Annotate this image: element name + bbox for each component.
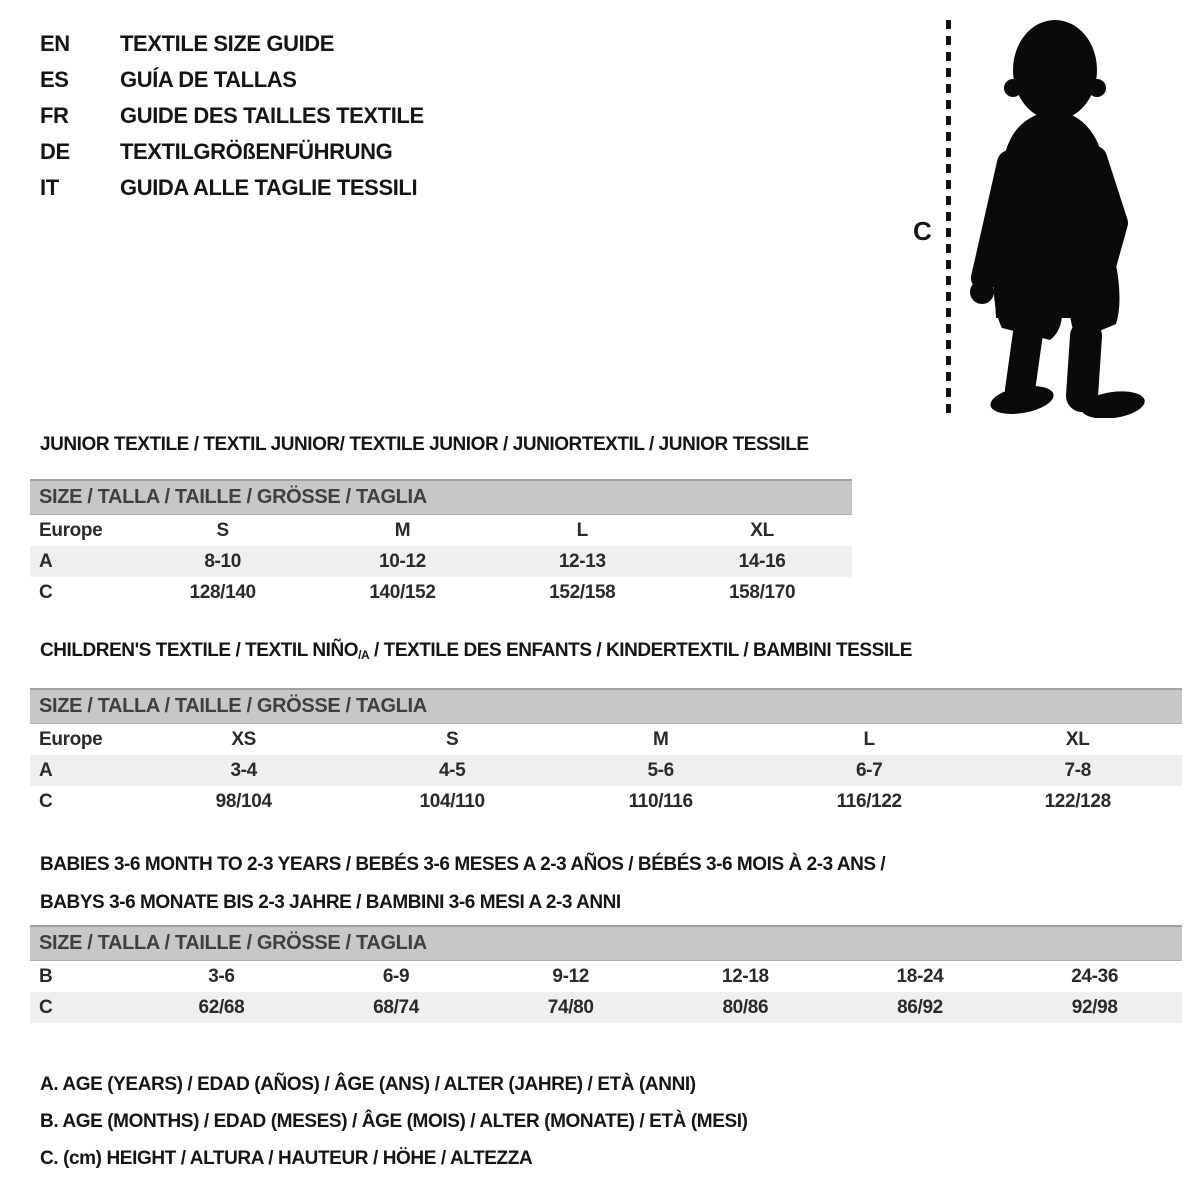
- size-cell: XL: [750, 519, 774, 541]
- value-cell: 110/116: [628, 790, 693, 812]
- value-cell: 3-6: [208, 965, 235, 987]
- language-code: ES: [40, 67, 69, 92]
- row-label-cell: C: [39, 581, 53, 603]
- row-label-cell: Europe: [39, 728, 103, 750]
- row-label-cell: C: [39, 996, 53, 1018]
- value-cell: 92/98: [1071, 996, 1118, 1018]
- value-cell: 10-12: [379, 550, 426, 572]
- babies-size-table: [30, 925, 1182, 1023]
- size-cell: S: [216, 519, 229, 541]
- value-cell: 128/140: [189, 581, 256, 603]
- babies-title-line2: BABYS 3-6 MONATE BIS 2-3 JAHRE / BAMBINI 3-6 MESI A 2-3 ANNI: [40, 892, 621, 913]
- size-cell: XL: [1065, 728, 1090, 750]
- size-cell: L: [863, 728, 875, 750]
- children-size-table: [30, 688, 1182, 817]
- language-row-es: [40, 62, 424, 98]
- language-row-fr: [40, 98, 424, 134]
- junior-section-title: JUNIOR TEXTILE / TEXTIL JUNIOR/ TEXTILE JUNIOR / JUNIORTEXTIL / JUNIOR TESSILE: [40, 434, 809, 455]
- language-code: FR: [40, 103, 69, 128]
- value-cell: 152/158: [549, 581, 616, 603]
- language-code: EN: [40, 31, 70, 56]
- row-label-cell: A: [39, 759, 53, 781]
- toddler-silhouette: [960, 18, 1155, 418]
- size-cell: L: [576, 519, 588, 541]
- junior-size-table: [30, 479, 852, 608]
- value-cell: 122/128: [1044, 790, 1111, 812]
- language-row-de: [40, 134, 424, 170]
- children-table: [30, 724, 1182, 817]
- language-row-it: [40, 170, 424, 206]
- size-cell: M: [652, 728, 669, 750]
- language-title-list: [40, 26, 424, 206]
- value-cell: 4-5: [438, 759, 466, 781]
- footnote-list: [40, 1066, 748, 1177]
- babies-table: [30, 961, 1182, 1023]
- value-cell: 6-9: [382, 965, 410, 987]
- size-cell: XS: [231, 728, 257, 750]
- size-cell: M: [394, 519, 411, 541]
- row-label-cell: B: [39, 965, 53, 987]
- size-header-bar: [30, 688, 1182, 724]
- height-measure-label: C: [913, 216, 932, 246]
- size-header-bar: [30, 925, 1182, 961]
- value-cell: 18-24: [896, 965, 944, 987]
- value-cell: 5-6: [647, 759, 674, 781]
- language-title: GUIDE DES TAILLES TEXTILE: [120, 103, 424, 128]
- children-title-prefix: CHILDREN'S TEXTILE / TEXTIL NIÑO: [40, 640, 359, 661]
- value-cell: 116/122: [836, 790, 902, 812]
- language-title: GUÍA DE TALLAS: [120, 67, 297, 92]
- children-section-title: [40, 640, 912, 662]
- value-cell: 158/170: [728, 581, 796, 603]
- value-cell: 74/80: [547, 996, 594, 1018]
- table-row: [30, 577, 852, 608]
- table-row: [30, 515, 852, 546]
- value-cell: 8-10: [204, 550, 241, 572]
- table-row: [30, 724, 1182, 755]
- size-header-label: SIZE / TALLA / TAILLE / GRÖSSE / TAGLIA: [39, 486, 427, 508]
- language-title: TEXTILGRÖßENFÜHRUNG: [120, 139, 393, 164]
- value-cell: 9-12: [552, 965, 590, 987]
- row-label-cell: C: [39, 790, 53, 812]
- height-dashed-line: [946, 20, 951, 418]
- size-cell: S: [446, 728, 459, 750]
- value-cell: 62/68: [198, 996, 245, 1018]
- table-row: [30, 546, 852, 577]
- language-row-en: [40, 26, 424, 62]
- value-cell: 68/74: [373, 996, 419, 1018]
- row-label-cell: Europe: [39, 519, 103, 541]
- value-cell: 14-16: [738, 550, 786, 572]
- value-cell: 12-13: [558, 550, 606, 572]
- table-row: [30, 961, 1182, 992]
- size-header-bar: [30, 479, 852, 515]
- value-cell: 24-36: [1071, 965, 1119, 987]
- language-title: TEXTILE SIZE GUIDE: [120, 31, 335, 56]
- footnote-c: C. (cm) HEIGHT / ALTURA / HAUTEUR / HÖHE / ALTEZZA: [40, 1148, 533, 1169]
- language-code: DE: [40, 139, 70, 164]
- table-row: [30, 786, 1182, 817]
- value-cell: 140/152: [369, 581, 436, 603]
- language-code: IT: [40, 175, 59, 200]
- footnote-b: B. AGE (MONTHS) / EDAD (MESES) / ÂGE (MOIS) / ALTER (MONATE) / ETÀ (MESI): [40, 1111, 748, 1132]
- value-cell: 98/104: [215, 790, 272, 812]
- value-cell: 104/110: [419, 790, 485, 812]
- row-label-cell: A: [39, 550, 53, 572]
- language-title: GUIDA ALLE TAGLIE TESSILI: [120, 175, 418, 200]
- children-title-suffix: / TEXTILE DES ENFANTS / KINDERTEXTIL / BAMBINI TESSILE: [369, 640, 913, 661]
- value-cell: 86/92: [897, 996, 943, 1018]
- junior-table: [30, 515, 852, 608]
- value-cell: 7-8: [1064, 759, 1091, 781]
- babies-title-line1: BABIES 3-6 MONTH TO 2-3 YEARS / BEBÉS 3-6 MESES A 2-3 AÑOS / BÉBÉS 3-6 MOIS À 2-3 ANS /: [40, 854, 886, 875]
- table-row: [30, 755, 1182, 786]
- footnote-a: A. AGE (YEARS) / EDAD (AÑOS) / ÂGE (ANS) / ALTER (JAHRE) / ETÀ (ANNI): [40, 1074, 696, 1095]
- value-cell: 12-18: [721, 965, 769, 987]
- babies-section-title: [40, 846, 885, 922]
- size-header-label: SIZE / TALLA / TAILLE / GRÖSSE / TAGLIA: [39, 932, 427, 954]
- table-row: [30, 992, 1182, 1023]
- children-title-sub: /A: [358, 648, 370, 662]
- size-header-label: SIZE / TALLA / TAILLE / GRÖSSE / TAGLIA: [39, 695, 427, 717]
- value-cell: 3-4: [230, 759, 257, 781]
- value-cell: 80/86: [722, 996, 769, 1018]
- value-cell: 6-7: [855, 759, 883, 781]
